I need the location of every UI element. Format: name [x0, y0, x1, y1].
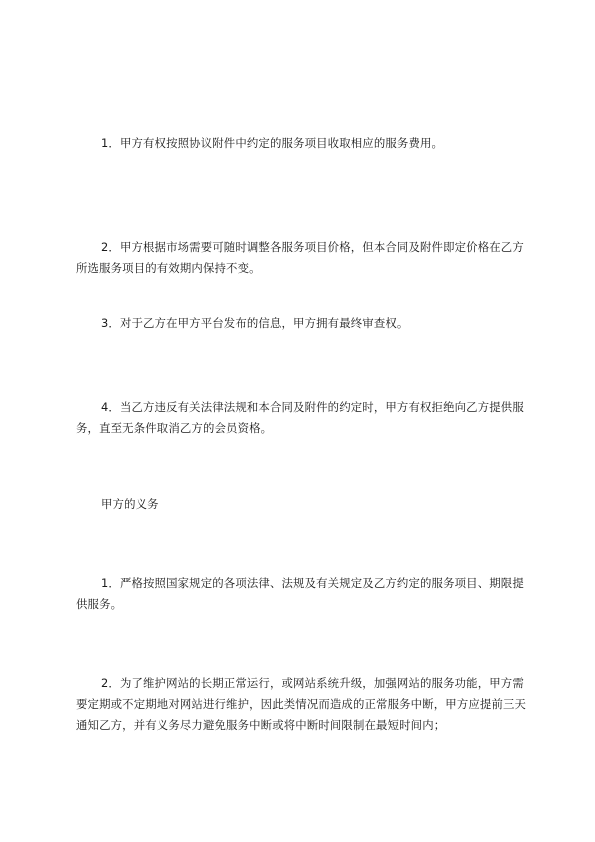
- paragraph-right-fee: 1．甲方有权按照协议附件中约定的服务项目收取相应的服务费用。: [101, 136, 444, 150]
- paragraph-right-review: 3．对于乙方在甲方平台发布的信息，甲方拥有最终审查权。: [101, 316, 409, 330]
- paragraph-obligation-provide-service: 1．严格按照国家规定的各项法律、法规及有关规定及乙方约定的服务项目、期限提供服务。: [76, 576, 524, 611]
- paragraph-right-price-adjustment: 2．甲方根据市场需要可随时调整各服务项目价格，但本合同及附件即定价格在乙方所选服务项目的有效期内保持不变。: [76, 240, 524, 275]
- section-heading-obligations: 甲方的义务: [101, 497, 159, 511]
- paragraph-right-refuse-service: 4．当乙方违反有关法律法规和本合同及附件的约定时，甲方有权拒绝向乙方提供服务，直至无条件取消乙方的会员资格。: [76, 400, 524, 435]
- paragraph-obligation-maintenance: 2．为了维护网站的长期正常运行，或网站系统升级，加强网站的服务功能，甲方需要定期或不定期地对网站进行维护，因此类情况而造成的正常服务中断，甲方应提前三天通知乙方，并有义务尽力避免服务中断或将中断时间限制在最短时间内；: [76, 676, 527, 732]
